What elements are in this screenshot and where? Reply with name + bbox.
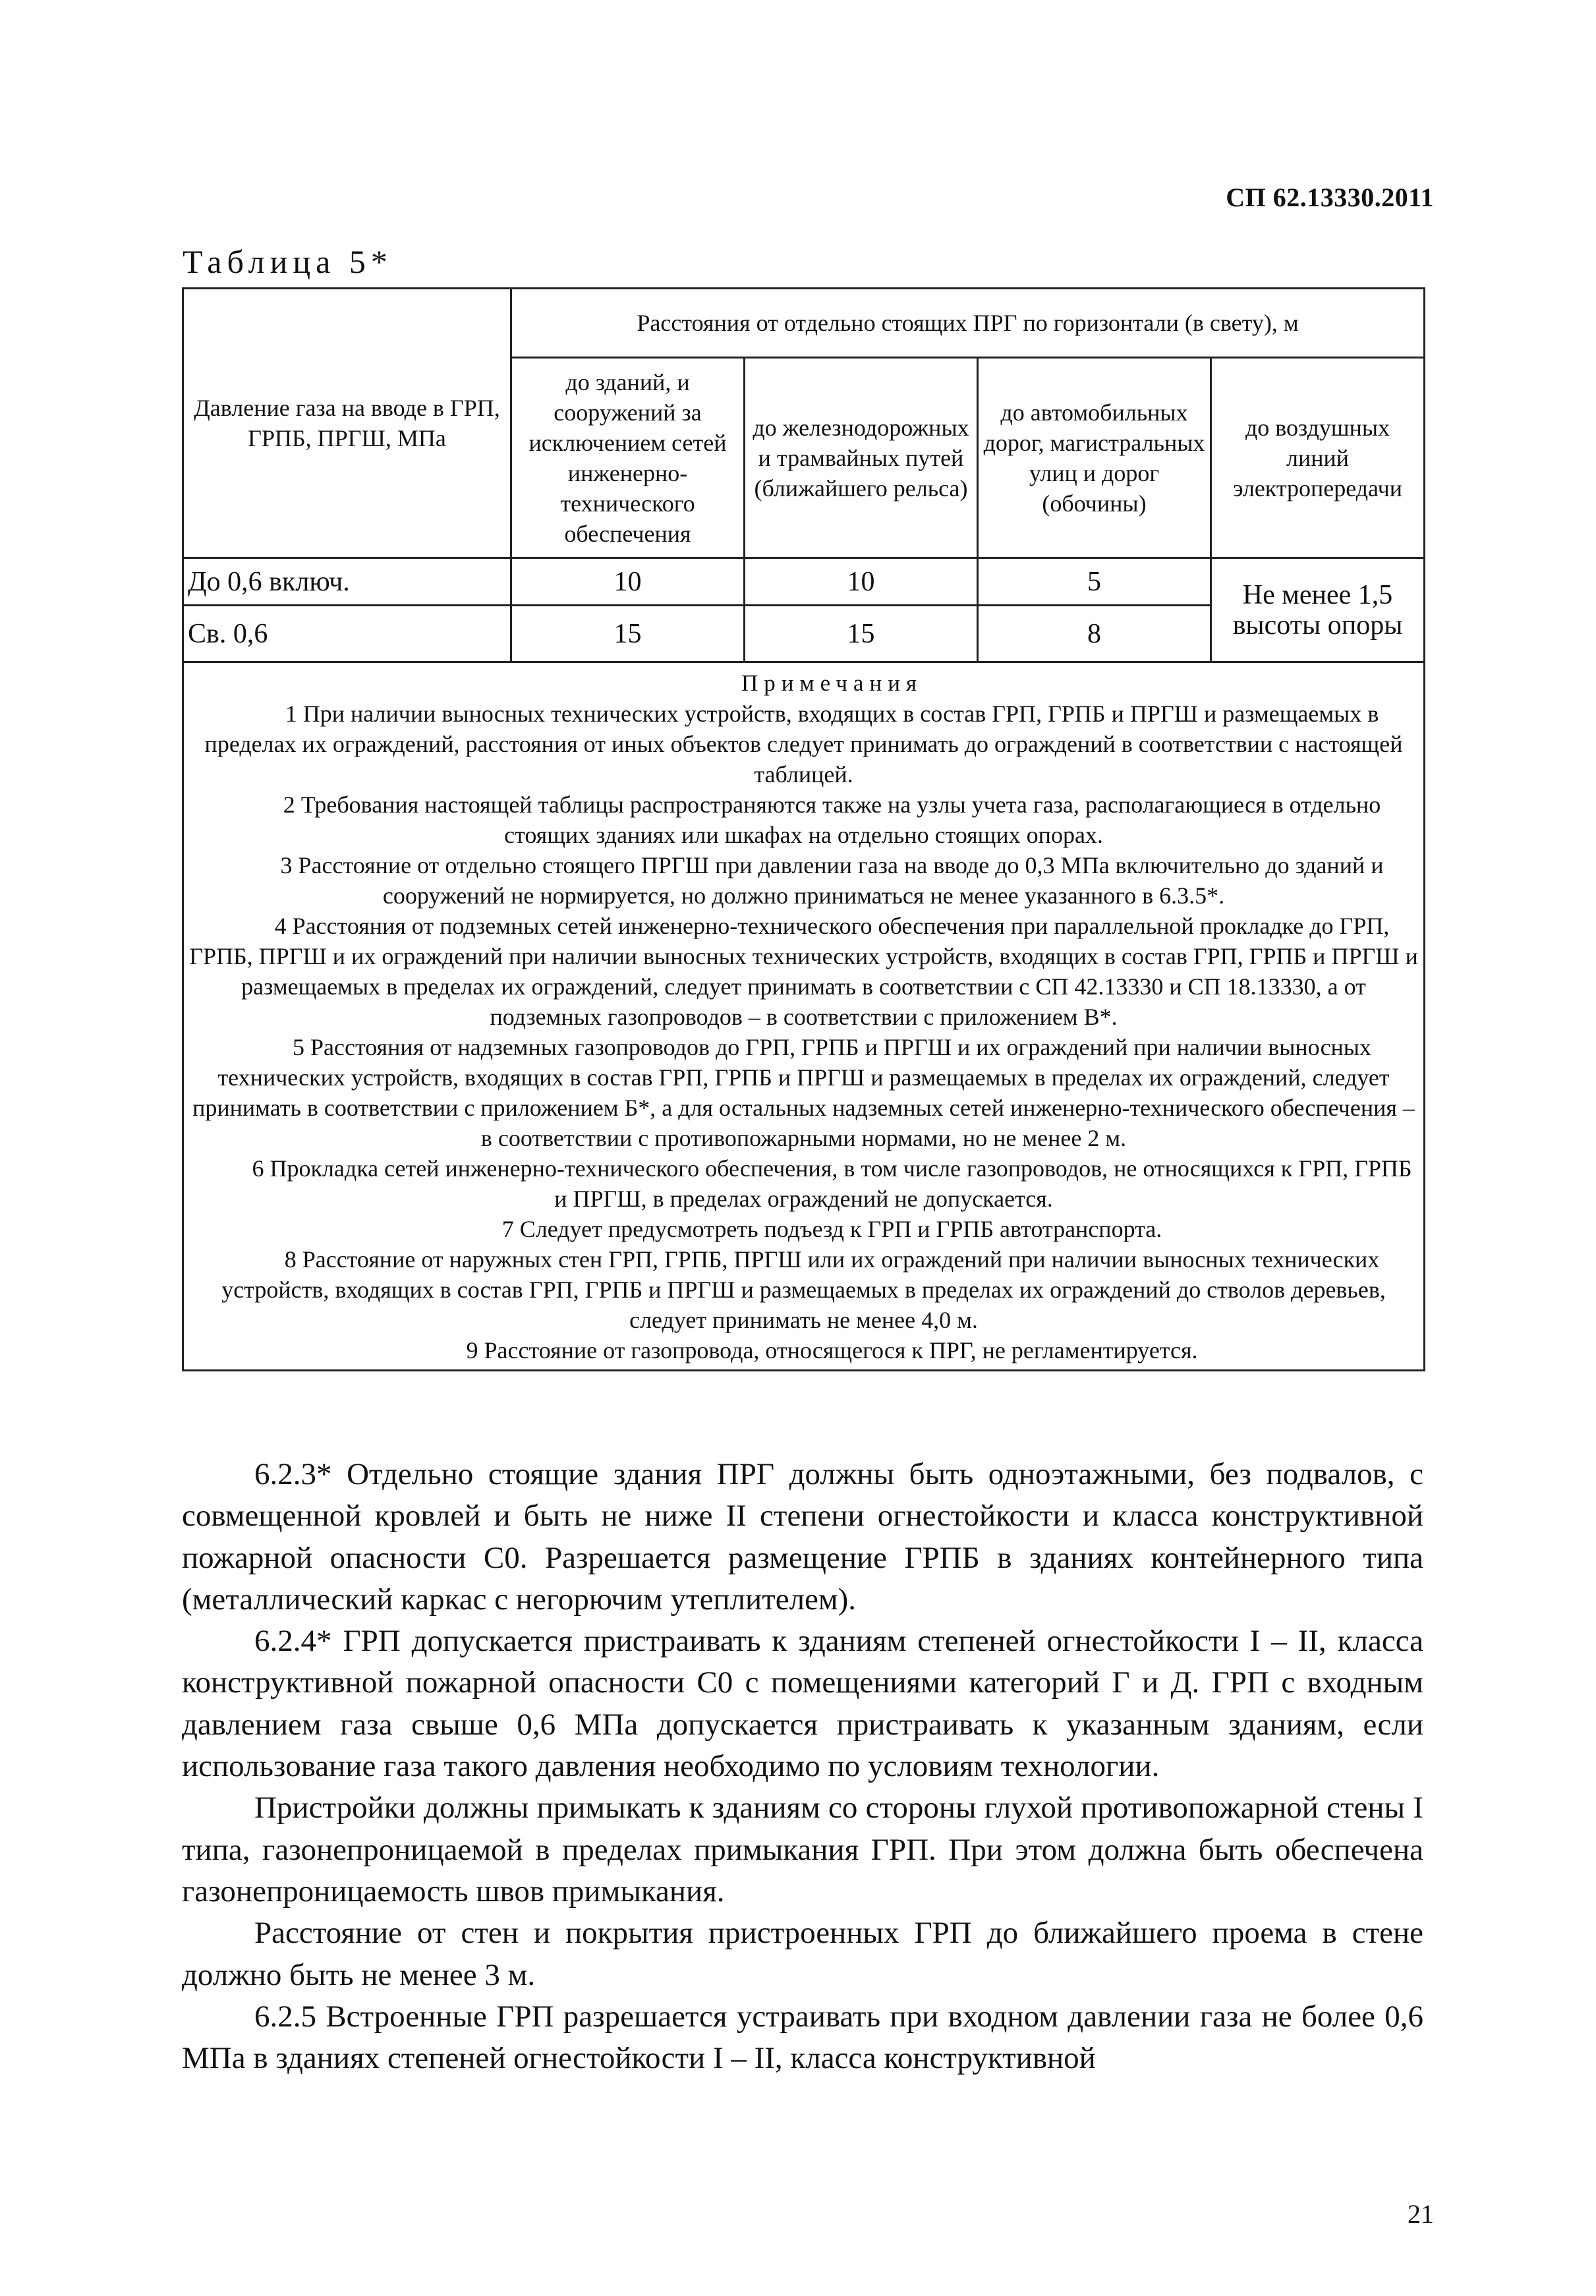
paragraph-6-2-5: 6.2.5 Встроенные ГРП разрешается устраивать при входном давлении газа не более 0,6 МПа в зданиях степеней огнестойкости I – II, класса конструктивной: [182, 1999, 1423, 2076]
paragraph-distance-openings: Расстояние от стен и покрытия пристроенных ГРП до ближайшего проема в стене должно быть не менее 3 м.: [182, 1916, 1423, 1992]
table-cell: 15: [745, 606, 978, 662]
paragraph-annex-walls: Пристройки должны примыкать к зданиям со стороны глухой противопожарной стены I типа, газонепроницаемой в пределах примыкания ГРП. При этом должна быть обеспечена газонепроницаемость швов примыкания.: [182, 1791, 1423, 1909]
header-col-roads: до автомобильных дорог, магистральных улиц и дорог (обочины): [978, 358, 1211, 558]
table-notes: [183, 662, 1425, 1371]
paragraph-6-2-4: 6.2.4* ГРП допускается пристраивать к зданиям степеней огнестойкости I – II, класса конструктивной пожарной опасности С0 с помещениями категорий Г и Д. ГРП с входным давлением газа свыше 0,6 МПа допускается пристраивать к указанным зданиям, если использование газа такого давления необходимо по условиям технологии.: [182, 1624, 1423, 1784]
body-text: [182, 1454, 1423, 2079]
header-col-railways: до железнодорожных и трамвайных путей (ближайшего рельса): [745, 358, 978, 558]
note-item: 2 Требования настоящей таблицы распространяются также на узлы учета газа, располагающиеся в отдельно стоящих зданиях или шкафах на отдельно стоящих опорах.: [283, 791, 1381, 848]
header-distance-group: Расстояния от отдельно стоящих ПРГ по горизонтали (в свету), м: [511, 289, 1425, 358]
header-col-buildings: до зданий, и сооружений за исключением сетей инженерно-технического обеспечения: [511, 358, 745, 558]
distance-table: [182, 287, 1425, 1371]
table-cell: 10: [745, 558, 978, 606]
table-cell: 15: [511, 606, 745, 662]
row-label: До 0,6 включ.: [183, 558, 511, 606]
note-item: 4 Расстояния от подземных сетей инженерно-технического обеспечения при параллельной прокладке до ГРП, ГРПБ, ПРГШ и их ограждений при наличии выносных технических устройств, входящих в состав ГРП, ГРПБ и ПРГШ и размещаемых в пределах их ограждений, следует принимать в соответствии с СП 42.13330 и СП 18.13330, а от подземных газопроводов – в соответствии с приложением В*.: [189, 913, 1418, 1030]
paragraph-6-2-3: 6.2.3* Отдельно стоящие здания ПРГ должны быть одноэтажными, без подвалов, с совмещенной кровлей и быть не ниже II степени огнестойкости и класса конструктивной пожарной опасности С0. Разрешается размещение ГРПБ в зданиях контейнерного типа (металлический каркас с негорючим утеплителем).: [182, 1457, 1423, 1617]
table-row: [183, 558, 1425, 606]
note-item: 9 Расстояние от газопровода, относящегося к ПРГ, не регламентируется.: [466, 1337, 1198, 1363]
table-caption: Таблица 5*: [183, 243, 393, 280]
note-item: 3 Расстояние от отдельно стоящего ПРГШ при давлении газа на вводе до 0,3 МПа включительно до зданий и сооружений не нормируется, но должно приниматься не менее указанного в 6.3.5*.: [280, 852, 1384, 909]
note-item: 8 Расстояние от наружных стен ГРП, ГРПБ, ПРГШ или их ограждений при наличии выносных технических устройств, входящих в состав ГРП, ГРПБ и ПРГШ и размещаемых в пределах их ограждений до стволов деревьев, следует принимать не менее 4,0 м.: [221, 1246, 1386, 1333]
header-col-power-lines: до воздушных линий электропередачи: [1211, 358, 1425, 558]
table-cell: 8: [978, 606, 1211, 662]
table-header-row: [183, 289, 1425, 358]
header-gas-pressure: Давление газа на вводе в ГРП, ГРПБ, ПРГШ, МПа: [183, 289, 511, 558]
note-item: 1 При наличии выносных технических устройств, входящих в состав ГРП, ГРПБ и ПРГШ и размещаемых в пределах их ограждений, расстояния от иных объектов следует принимать до ограждений в соответствии с настоящей таблицей.: [204, 701, 1403, 788]
table-cell: 5: [978, 558, 1211, 606]
note-item: 5 Расстояния от надземных газопроводов до ГРП, ГРПБ и ПРГШ и их ограждений при наличии выносных технических устройств, входящих в состав ГРП, ГРПБ и ПРГШ и размещаемых в пределах их ограждений, следует принимать в соответствии с приложением Б*, а для остальных надземных сетей инженерно-технического обеспечения – в соответствии с противопожарными нормами, но не менее 2 м.: [192, 1034, 1415, 1151]
table-cell: 10: [511, 558, 745, 606]
merged-power-line-cell: Не менее 1,5 высоты опоры: [1211, 558, 1425, 662]
notes-row: [183, 662, 1425, 1371]
document-code: СП 62.13330.2011: [1226, 183, 1434, 212]
page-number: 21: [1408, 2199, 1434, 2229]
notes-title: Примечания: [741, 670, 923, 696]
note-item: 6 Прокладка сетей инженерно-технического обеспечения, в том числе газопроводов, не относящихся к ГРП, ГРПБ и ПРГШ, в пределах ограждений не допускается.: [252, 1155, 1412, 1212]
row-label: Св. 0,6: [183, 606, 511, 662]
note-item: 7 Следует предусмотреть подъезд к ГРП и ГРПБ автотранспорта.: [501, 1216, 1162, 1242]
